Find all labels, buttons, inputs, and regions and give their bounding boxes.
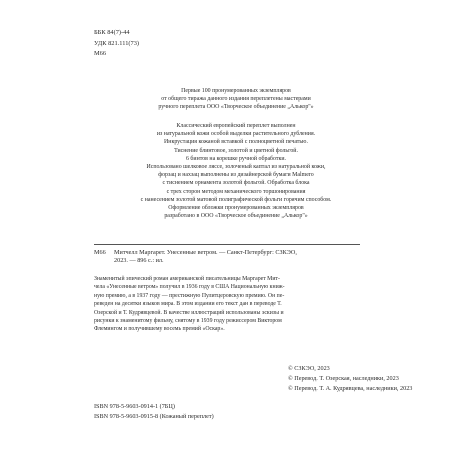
annotation-line: Флемингом и получившему восемь премий «Оскар». <box>94 326 225 333</box>
note-line: от общего тиража данного издания переплетены мастерами <box>161 96 311 103</box>
biblio-pub-line: 2023. — 896 с.: ил. <box>114 257 164 265</box>
bbk-code: ББК 84(7)-44 <box>94 29 130 36</box>
binding-line: Классический европейский переплет выполнен <box>176 123 296 129</box>
isbn-line: ISBN 978-5-9603-0914-1 (7БЦ) <box>94 403 175 410</box>
isbn-line: ISBN 978-5-9603-0915-8 (Кожаный переплет) <box>94 413 214 421</box>
binding-description <box>128 122 344 220</box>
binding-line: Оформление обложки пронумерованных экземпляров <box>168 205 304 212</box>
copyright-line: © Перевод. Т. А. Кудрявцева, наследники, 2023 <box>288 385 413 393</box>
binding-line: из натуральной кожи особой выделки растительного дубления. <box>156 131 316 138</box>
author-mark: М66 <box>94 50 107 57</box>
copyright-line: © СЗКЭО, 2023 <box>288 365 330 372</box>
biblio-title-line: Митчелл Маргарет. Унесенные ветром. — Санкт-Петербург: СЗКЭО, <box>114 249 297 256</box>
binding-line: с тиснением орнамента золотой фольгой. Обработка блока <box>162 180 310 187</box>
binding-line: разработано в ООО «Творческое объединение „Алькор"» <box>164 213 308 220</box>
udk-code: УДК 821.111(73) <box>94 39 140 47</box>
copyright-line: © Перевод. Т. Озерская, наследники, 2023 <box>288 375 399 383</box>
divider-rule <box>94 244 360 245</box>
annotation-line: Знаменитый эпический роман американской писательницы Маргарет Мит- <box>94 276 280 282</box>
bibliographic-entry <box>94 249 360 266</box>
binding-line: с нанесением золотой матовой полиграфической фольги горячим способом. <box>140 196 332 203</box>
binding-line: Использовано шелковое ляссе, золоченый каптал из натуральной кожи, <box>146 164 326 171</box>
annotation-line: чела «Унесенные ветром» получил в 1936 году в США Национальную книж- <box>94 284 285 291</box>
limited-edition-note <box>128 87 344 112</box>
classification-block <box>94 28 139 60</box>
copyright-block <box>288 364 412 395</box>
note-line: ручного переплета ООО «Творческое объединение „Алькор"» <box>158 104 314 111</box>
biblio-code: М66 <box>94 249 106 256</box>
annotation-paragraph <box>94 275 364 334</box>
binding-line: форзац и нахзац выполнены из дизайнерской бумаги Malmero <box>158 172 314 179</box>
note-line: Первые 100 пронумерованных экземпляров <box>181 88 291 94</box>
binding-line: с трех сторон методом механического торшонирования <box>166 188 306 195</box>
biblio-first-line <box>94 249 360 257</box>
annotation-line: рисунки к знаменитому фильму, снятому в 1939 году режиссером Виктором <box>94 318 282 325</box>
annotation-line: ную премию, а в 1937 году — престижную Пулитцеровскую премию. Он пе- <box>94 292 285 299</box>
annotation-line: Озерской и Т. Кудрявцевой. В качестве иллюстраций использованы эскизы и <box>94 309 284 316</box>
annotation-line: реведен на десятки языков мира. В этом издании его текст дан в переводе Т. <box>94 301 282 308</box>
binding-line: 6 бинтов на корешке ручной обработки. <box>186 155 286 162</box>
isbn-block <box>94 402 214 422</box>
binding-line: Тиснение блинтовое, золотой и цветной фольгой. <box>174 147 298 154</box>
binding-line: Инкрустация кожаной вставкой с полноцветной печатью. <box>164 139 308 146</box>
